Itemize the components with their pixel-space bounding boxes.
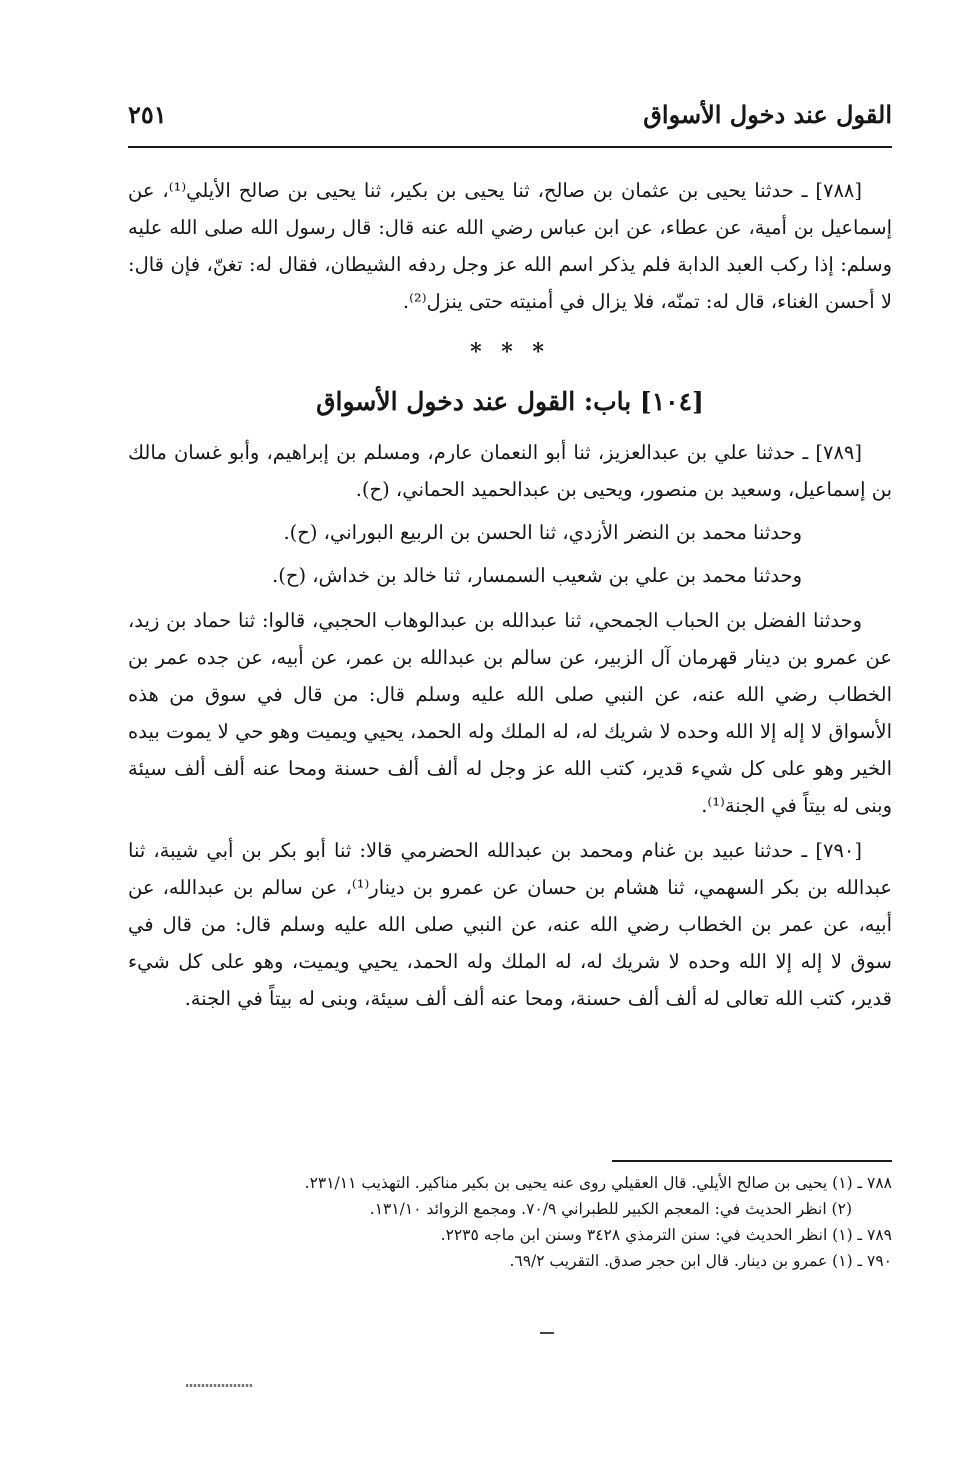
hadith-789-chain-1: [٧٨٩] ـ حدثنا علي بن عبدالعزيز، ثنا أبو النعمان عارم، ومسلم بن إبراهيم، وأبو غسان مالك بن إسماعيل، وسعيد بن منصور، ويحيى بن عبدالحميد الحماني، (ح). xyxy=(128,441,892,501)
footnote-788-1: ٧٨٨ ـ (١) يحيى بن صالح الأيلي. قال العقيلي روى عنه يحيى بن بكير مناكير. التهذيب ٢٣١/١١. xyxy=(304,1174,892,1192)
chapter-heading: [١٠٤] باب: القول عند دخول الأسواق xyxy=(316,387,704,416)
hadith-790: [٧٩٠] ـ حدثنا عبيد بن غنام ومحمد بن عبدالله الحضرمي قالا: ثنا أبو بكر بن أبي شيبة، ثنا عبدالله بن بكر السهمي، ثنا هشام بن حسان عن عمرو بن دينار⁽¹⁾، عن سالم بن عبدالله، عن أبيه، عن عمر بن الخطاب رضي الله عنه، عن النبي صلى الله عليه وسلم قال: من قال في سوق لا إله إلا الله وحده لا شريك له، له الملك وله الحمد، يحيي ويميت، وهو على كل شيء قدير، كتب الله تعالى له ألف ألف حسنة، ومحا عنه ألف ألف سيئة، وبنى له بيتاً في الجنة. xyxy=(128,839,893,1010)
section-separator: * * * xyxy=(470,339,550,365)
hadith-789-text: وحدثنا الفضل بن الحباب الجمحي، ثنا عبدالله بن عبدالوهاب الحجبي، قالوا: ثنا حماد بن زيد، عن عمرو بن دينار قهرمان آل الزبير، عن سالم بن عبدالله بن عمر، عن أبيه، عن جده عمر بن الخطاب رضي الله عنه، عن النبي صلى الله عليه وسلم قال: من قال في سوق من هذه الأسواق لا إله إلا الله وحده لا شريك له، له الملك وله الحمد، يحيي ويميت وهو حي لا يموت بيده الخير وهو على كل شيء قدير، كتب الله عز وجل له ألف ألف حسنة ومحا عنه ألف ألف سيئة وبنى له بيتاً في الجنة⁽¹⁾. xyxy=(128,609,892,817)
footnote-788-2: (٢) انظر الحديث في: المعجم الكبير للطبراني ٧٠/٩. ومجمع الزوائد ١٣١/١٠. xyxy=(369,1200,852,1218)
print-mark xyxy=(540,1332,554,1334)
footnote-790-1: ٧٩٠ ـ (١) عمرو بن دينار. قال ابن حجر صدق. التقريب ٦٩/٢. xyxy=(509,1252,892,1270)
footnotes xyxy=(128,1170,892,1274)
footnote-789-1: ٧٨٩ ـ (١) انظر الحديث في: سنن الترمذي ٣٤٢٨ وسنن ابن ماجه ٢٢٣٥. xyxy=(440,1226,892,1244)
page-header xyxy=(128,96,892,140)
hadith-789-chain-2: وحدثنا محمد بن النضر الأزدي، ثنا الحسن بن الربيع البوراني، (ح). xyxy=(283,521,802,544)
main-text xyxy=(128,172,892,1017)
hadith-788: [٧٨٨] ـ حدثنا يحيى بن عثمان بن صالح، ثنا يحيى بن بكير، ثنا يحيى بن صالح الأيلي⁽¹⁾، عن إسماعيل بن أمية، عن عطاء، عن ابن عباس رضي الله عنه قال: قال رسول الله صلى الله عليه وسلم: إذا ركب العبد الدابة فلم يذكر اسم الله عز وجل ردفه الشيطان، فقال له: تغنّ، فإن قال: لا أحسن الغناء، قال له: تمنّه، فلا يزال في أمنيته حتى ينزل⁽²⁾. xyxy=(128,179,892,313)
header-rule xyxy=(128,146,892,148)
page-number: ٢٥١ xyxy=(128,100,167,129)
running-title: القول عند دخول الأسواق xyxy=(643,100,892,129)
hadith-789-chain-3: وحدثنا محمد بن علي بن شعيب السمسار، ثنا خالد بن خداش، (ح). xyxy=(272,564,802,587)
footnote-rule xyxy=(612,1160,892,1162)
scan-smudge xyxy=(186,1384,252,1387)
